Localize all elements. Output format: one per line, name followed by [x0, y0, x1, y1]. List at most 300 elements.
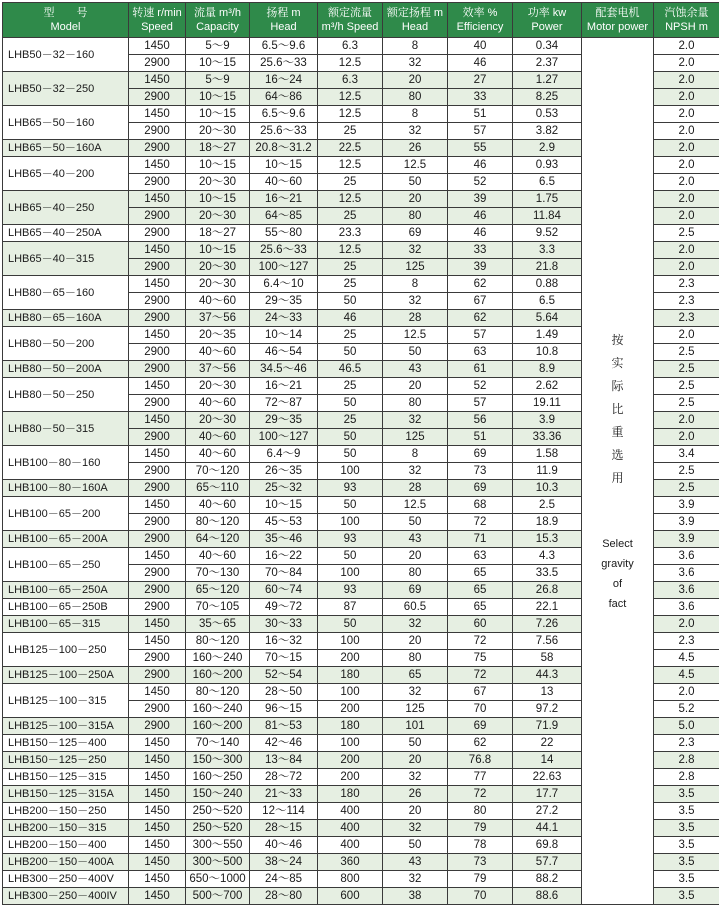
power-cell: 2.62 — [513, 378, 582, 395]
capacity-cell: 80～120 — [186, 514, 250, 531]
head-cell: 21～33 — [250, 786, 318, 803]
head-cell: 16～22 — [250, 548, 318, 565]
npsh-cell: 4.5 — [654, 667, 720, 684]
rated-head-cell: 28 — [383, 480, 448, 497]
column-header-cn: 效率 % — [462, 7, 498, 19]
head-cell: 26～35 — [250, 463, 318, 480]
power-cell: 44.1 — [513, 820, 582, 837]
head-cell: 29～35 — [250, 293, 318, 310]
rated-capacity-cell: 50 — [318, 446, 383, 463]
rated-head-cell: 65 — [383, 667, 448, 684]
column-header-en: NPSH m — [665, 21, 708, 33]
model-cell: LHB65－40－250A — [3, 225, 129, 242]
motor-note-char: 实 — [611, 355, 624, 370]
model-cell: LHB100－65－250 — [3, 548, 129, 582]
npsh-cell: 3.9 — [654, 497, 720, 514]
efficiency-cell: 79 — [448, 820, 513, 837]
power-cell: 7.56 — [513, 633, 582, 650]
capacity-cell: 20～30 — [186, 259, 250, 276]
power-cell: 2.37 — [513, 55, 582, 72]
npsh-cell: 2.8 — [654, 752, 720, 769]
capacity-cell: 150～240 — [186, 786, 250, 803]
efficiency-cell: 65 — [448, 582, 513, 599]
rated-capacity-cell: 50 — [318, 344, 383, 361]
speed-cell: 1450 — [129, 242, 186, 259]
npsh-cell: 3.6 — [654, 599, 720, 616]
motor-note-char: 际 — [611, 378, 624, 393]
column-header-cn: 型 号 — [43, 7, 88, 19]
power-cell: 1.75 — [513, 191, 582, 208]
rated-capacity-cell: 200 — [318, 769, 383, 786]
efficiency-cell: 70 — [448, 888, 513, 905]
npsh-cell: 2.8 — [654, 769, 720, 786]
model-cell: LHB150－125－315 — [3, 769, 129, 786]
column-header-en: Head — [401, 21, 429, 33]
speed-cell: 2900 — [129, 55, 186, 72]
rated-head-cell: 69 — [383, 225, 448, 242]
speed-cell: 2900 — [129, 293, 186, 310]
power-cell: 5.64 — [513, 310, 582, 327]
rated-head-cell: 80 — [383, 650, 448, 667]
head-cell: 16～24 — [250, 72, 318, 89]
efficiency-cell: 51 — [448, 429, 513, 446]
power-cell: 97.2 — [513, 701, 582, 718]
model-cell: LHB125－100－250A — [3, 667, 129, 684]
npsh-cell: 3.9 — [654, 531, 720, 548]
head-cell: 24～85 — [250, 871, 318, 888]
capacity-cell: 70～140 — [186, 735, 250, 752]
power-cell: 11.84 — [513, 208, 582, 225]
efficiency-cell: 69 — [448, 718, 513, 735]
speed-cell: 1450 — [129, 769, 186, 786]
model-cell: LHB300－250－400IV — [3, 888, 129, 905]
power-cell: 44.3 — [513, 667, 582, 684]
speed-cell: 1450 — [129, 854, 186, 871]
head-cell: 10～14 — [250, 327, 318, 344]
model-cell: LHB200－150－315 — [3, 820, 129, 837]
capacity-cell: 10～15 — [186, 242, 250, 259]
efficiency-cell: 72 — [448, 633, 513, 650]
rated-head-cell: 20 — [383, 378, 448, 395]
capacity-cell: 20～30 — [186, 276, 250, 293]
capacity-cell: 5～9 — [186, 72, 250, 89]
rated-capacity-cell: 200 — [318, 752, 383, 769]
rated-head-cell: 20 — [383, 803, 448, 820]
rated-head-cell: 125 — [383, 701, 448, 718]
power-cell: 21.8 — [513, 259, 582, 276]
efficiency-cell: 72 — [448, 786, 513, 803]
pump-spec-sheet — [2, 2, 719, 921]
npsh-cell: 3.5 — [654, 786, 720, 803]
head-cell: 70～84 — [250, 565, 318, 582]
speed-cell: 2900 — [129, 480, 186, 497]
column-header-en: Power — [531, 21, 563, 33]
power-cell: 3.9 — [513, 412, 582, 429]
head-cell: 28～15 — [250, 820, 318, 837]
head-cell: 45～53 — [250, 514, 318, 531]
rated-head-cell: 80 — [383, 208, 448, 225]
power-cell: 0.93 — [513, 157, 582, 174]
head-cell: 25.6～33 — [250, 242, 318, 259]
power-cell: 58 — [513, 650, 582, 667]
power-cell: 27.2 — [513, 803, 582, 820]
npsh-cell: 2.0 — [654, 616, 720, 633]
model-cell: LHB300－250－400V — [3, 871, 129, 888]
capacity-cell: 37～56 — [186, 361, 250, 378]
power-cell: 26.8 — [513, 582, 582, 599]
speed-cell: 2900 — [129, 344, 186, 361]
model-cell: LHB80－50－200 — [3, 327, 129, 361]
npsh-cell: 2.5 — [654, 395, 720, 412]
model-cell: LHB150－125－315A — [3, 786, 129, 803]
column-header — [186, 3, 250, 38]
rated-capacity-cell: 46 — [318, 310, 383, 327]
rated-capacity-cell: 93 — [318, 531, 383, 548]
head-cell: 60～74 — [250, 582, 318, 599]
speed-cell: 2900 — [129, 463, 186, 480]
rated-head-cell: 125 — [383, 259, 448, 276]
capacity-cell: 65～110 — [186, 480, 250, 497]
capacity-cell: 20～30 — [186, 174, 250, 191]
rated-capacity-cell: 50 — [318, 293, 383, 310]
capacity-cell: 70～130 — [186, 565, 250, 582]
speed-cell: 2900 — [129, 565, 186, 582]
model-cell: LHB100－65－315 — [3, 616, 129, 633]
rated-capacity-cell: 360 — [318, 854, 383, 871]
model-cell: LHB80－50－200A — [3, 361, 129, 378]
capacity-cell: 10～15 — [186, 106, 250, 123]
efficiency-cell: 61 — [448, 361, 513, 378]
efficiency-cell: 71 — [448, 531, 513, 548]
head-cell: 35～46 — [250, 531, 318, 548]
rated-capacity-cell: 100 — [318, 463, 383, 480]
table-header — [3, 3, 720, 38]
speed-cell: 1450 — [129, 548, 186, 565]
capacity-cell: 160～240 — [186, 650, 250, 667]
speed-cell: 2900 — [129, 429, 186, 446]
capacity-cell: 80～120 — [186, 633, 250, 650]
rated-head-cell: 28 — [383, 310, 448, 327]
speed-cell: 2900 — [129, 208, 186, 225]
speed-cell: 1450 — [129, 446, 186, 463]
npsh-cell: 2.5 — [654, 361, 720, 378]
capacity-cell: 5～9 — [186, 38, 250, 55]
column-header — [654, 3, 720, 38]
speed-cell: 1450 — [129, 888, 186, 905]
rated-capacity-cell: 22.5 — [318, 140, 383, 157]
efficiency-cell: 63 — [448, 344, 513, 361]
motor-note-char: 比 — [611, 401, 624, 416]
npsh-cell: 3.4 — [654, 446, 720, 463]
power-cell: 22 — [513, 735, 582, 752]
head-cell: 6.5～9.6 — [250, 106, 318, 123]
efficiency-cell: 56 — [448, 412, 513, 429]
head-cell: 12～114 — [250, 803, 318, 820]
column-header — [250, 3, 318, 38]
model-cell: LHB65－40－250 — [3, 191, 129, 225]
speed-cell: 1450 — [129, 157, 186, 174]
rated-head-cell: 20 — [383, 548, 448, 565]
capacity-cell: 250～520 — [186, 803, 250, 820]
npsh-cell: 3.5 — [654, 871, 720, 888]
efficiency-cell: 73 — [448, 854, 513, 871]
speed-cell: 1450 — [129, 803, 186, 820]
model-cell: LHB150－125－250 — [3, 752, 129, 769]
capacity-cell: 65～120 — [186, 582, 250, 599]
speed-cell: 1450 — [129, 820, 186, 837]
rated-head-cell: 32 — [383, 463, 448, 480]
npsh-cell: 3.9 — [654, 514, 720, 531]
power-cell: 0.88 — [513, 276, 582, 293]
speed-cell: 2900 — [129, 225, 186, 242]
column-header-cn: 额定扬程 m — [386, 7, 444, 19]
head-cell: 34.5～46 — [250, 361, 318, 378]
rated-capacity-cell: 400 — [318, 837, 383, 854]
power-cell: 3.3 — [513, 242, 582, 259]
rated-capacity-cell: 25 — [318, 259, 383, 276]
rated-head-cell: 12.5 — [383, 157, 448, 174]
table-body — [3, 38, 720, 905]
power-cell: 11.9 — [513, 463, 582, 480]
npsh-cell: 3.6 — [654, 565, 720, 582]
column-header — [513, 3, 582, 38]
model-cell: LHB80－50－315 — [3, 412, 129, 446]
capacity-cell: 150～300 — [186, 752, 250, 769]
efficiency-cell: 72 — [448, 667, 513, 684]
rated-head-cell: 32 — [383, 684, 448, 701]
capacity-cell: 10～15 — [186, 55, 250, 72]
column-header — [3, 3, 129, 38]
efficiency-cell: 72 — [448, 514, 513, 531]
rated-capacity-cell: 50 — [318, 497, 383, 514]
head-cell: 10～15 — [250, 497, 318, 514]
efficiency-cell: 46 — [448, 55, 513, 72]
speed-cell: 2900 — [129, 140, 186, 157]
npsh-cell: 2.0 — [654, 208, 720, 225]
rated-head-cell: 43 — [383, 361, 448, 378]
rated-capacity-cell: 93 — [318, 582, 383, 599]
motor-note-char: 按 — [611, 332, 624, 347]
speed-cell: 2900 — [129, 718, 186, 735]
power-cell: 7.26 — [513, 616, 582, 633]
efficiency-cell: 67 — [448, 684, 513, 701]
npsh-cell: 2.3 — [654, 276, 720, 293]
npsh-cell: 3.5 — [654, 820, 720, 837]
rated-capacity-cell: 100 — [318, 684, 383, 701]
capacity-cell: 40～60 — [186, 395, 250, 412]
model-cell: LHB100－80－160A — [3, 480, 129, 497]
head-cell: 29～35 — [250, 412, 318, 429]
rated-head-cell: 43 — [383, 531, 448, 548]
npsh-cell: 3.5 — [654, 803, 720, 820]
efficiency-cell: 27 — [448, 72, 513, 89]
efficiency-cell: 39 — [448, 191, 513, 208]
head-cell: 25～32 — [250, 480, 318, 497]
speed-cell: 2900 — [129, 599, 186, 616]
efficiency-cell: 57 — [448, 123, 513, 140]
head-cell: 16～21 — [250, 378, 318, 395]
power-cell: 10.8 — [513, 344, 582, 361]
rated-capacity-cell: 600 — [318, 888, 383, 905]
rated-capacity-cell: 12.5 — [318, 157, 383, 174]
model-cell: LHB65－50－160 — [3, 106, 129, 140]
rated-head-cell: 50 — [383, 837, 448, 854]
model-cell: LHB125－100－250 — [3, 633, 129, 667]
capacity-cell: 40～60 — [186, 429, 250, 446]
column-header — [383, 3, 448, 38]
column-header-cn: 汽蚀余量 — [664, 7, 709, 19]
rated-head-cell: 50 — [383, 514, 448, 531]
rated-head-cell: 32 — [383, 616, 448, 633]
rated-capacity-cell: 93 — [318, 480, 383, 497]
power-cell: 18.9 — [513, 514, 582, 531]
efficiency-cell: 67 — [448, 293, 513, 310]
model-cell: LHB125－100－315A — [3, 718, 129, 735]
rated-capacity-cell: 25 — [318, 378, 383, 395]
npsh-cell: 2.0 — [654, 106, 720, 123]
power-cell: 19.11 — [513, 395, 582, 412]
rated-head-cell: 80 — [383, 395, 448, 412]
power-cell: 6.5 — [513, 174, 582, 191]
efficiency-cell: 52 — [448, 174, 513, 191]
power-cell: 10.3 — [513, 480, 582, 497]
capacity-cell: 80～120 — [186, 684, 250, 701]
rated-capacity-cell: 25 — [318, 327, 383, 344]
npsh-cell: 2.5 — [654, 378, 720, 395]
rated-head-cell: 8 — [383, 106, 448, 123]
speed-cell: 2900 — [129, 395, 186, 412]
speed-cell: 1450 — [129, 786, 186, 803]
npsh-cell: 2.0 — [654, 72, 720, 89]
capacity-cell: 10～15 — [186, 191, 250, 208]
rated-head-cell: 80 — [383, 89, 448, 106]
head-cell: 24～33 — [250, 310, 318, 327]
npsh-cell: 2.0 — [654, 412, 720, 429]
rated-head-cell: 20 — [383, 191, 448, 208]
head-cell: 70～15 — [250, 650, 318, 667]
capacity-cell: 20～30 — [186, 412, 250, 429]
npsh-cell: 2.0 — [654, 191, 720, 208]
efficiency-cell: 69 — [448, 480, 513, 497]
power-cell: 57.7 — [513, 854, 582, 871]
power-cell: 33.5 — [513, 565, 582, 582]
capacity-cell: 70～105 — [186, 599, 250, 616]
power-cell: 0.34 — [513, 38, 582, 55]
efficiency-cell: 40 — [448, 38, 513, 55]
speed-cell: 1450 — [129, 837, 186, 854]
rated-head-cell: 38 — [383, 888, 448, 905]
pump-performance-table — [2, 2, 719, 905]
rated-capacity-cell: 50 — [318, 395, 383, 412]
capacity-cell: 20～30 — [186, 378, 250, 395]
power-cell: 3.82 — [513, 123, 582, 140]
head-cell: 81～53 — [250, 718, 318, 735]
rated-head-cell: 8 — [383, 276, 448, 293]
efficiency-cell: 63 — [448, 548, 513, 565]
npsh-cell: 2.0 — [654, 89, 720, 106]
npsh-cell: 2.0 — [654, 429, 720, 446]
rated-capacity-cell: 100 — [318, 514, 383, 531]
speed-cell: 1450 — [129, 72, 186, 89]
efficiency-cell: 62 — [448, 310, 513, 327]
rated-head-cell: 60.5 — [383, 599, 448, 616]
rated-capacity-cell: 6.3 — [318, 38, 383, 55]
efficiency-cell: 80 — [448, 803, 513, 820]
head-cell: 64～86 — [250, 89, 318, 106]
capacity-cell: 250～520 — [186, 820, 250, 837]
npsh-cell: 4.5 — [654, 650, 720, 667]
rated-head-cell: 32 — [383, 871, 448, 888]
capacity-cell: 35～65 — [186, 616, 250, 633]
efficiency-cell: 70 — [448, 701, 513, 718]
efficiency-cell: 57 — [448, 327, 513, 344]
rated-capacity-cell: 800 — [318, 871, 383, 888]
efficiency-cell: 73 — [448, 463, 513, 480]
power-cell: 1.27 — [513, 72, 582, 89]
motor-power-note — [582, 38, 654, 905]
speed-cell: 1450 — [129, 616, 186, 633]
rated-head-cell: 32 — [383, 820, 448, 837]
model-cell: LHB100－80－160 — [3, 446, 129, 480]
speed-cell: 1450 — [129, 106, 186, 123]
power-cell: 88.6 — [513, 888, 582, 905]
speed-cell: 1450 — [129, 327, 186, 344]
model-cell: LHB50－32－160 — [3, 38, 129, 72]
rated-head-cell: 20 — [383, 752, 448, 769]
rated-head-cell: 12.5 — [383, 497, 448, 514]
motor-note-cn — [582, 329, 653, 490]
column-header-cn: 转速 r/min — [132, 7, 182, 19]
speed-cell: 1450 — [129, 378, 186, 395]
power-cell: 6.5 — [513, 293, 582, 310]
efficiency-cell: 46 — [448, 157, 513, 174]
rated-capacity-cell: 400 — [318, 803, 383, 820]
capacity-cell: 40～60 — [186, 446, 250, 463]
model-cell: LHB80－65－160A — [3, 310, 129, 327]
rated-head-cell: 32 — [383, 412, 448, 429]
npsh-cell: 2.0 — [654, 157, 720, 174]
npsh-cell: 5.2 — [654, 701, 720, 718]
column-header-en: Speed — [141, 21, 173, 33]
head-cell: 55～80 — [250, 225, 318, 242]
rated-head-cell: 20 — [383, 72, 448, 89]
efficiency-cell: 46 — [448, 208, 513, 225]
head-cell: 28～80 — [250, 888, 318, 905]
power-cell: 88.2 — [513, 871, 582, 888]
column-header-en: Model — [50, 21, 81, 33]
capacity-cell: 300～500 — [186, 854, 250, 871]
head-cell: 100～127 — [250, 429, 318, 446]
capacity-cell: 160～200 — [186, 718, 250, 735]
table-row — [3, 38, 720, 55]
npsh-cell: 2.5 — [654, 463, 720, 480]
motor-note-char: 重 — [611, 424, 624, 439]
power-cell: 2.5 — [513, 497, 582, 514]
efficiency-cell: 65 — [448, 599, 513, 616]
efficiency-cell: 76.8 — [448, 752, 513, 769]
efficiency-cell: 78 — [448, 837, 513, 854]
rated-head-cell: 125 — [383, 429, 448, 446]
rated-capacity-cell: 180 — [318, 718, 383, 735]
power-cell: 15.3 — [513, 531, 582, 548]
head-cell: 6.4～10 — [250, 276, 318, 293]
capacity-cell: 20～35 — [186, 327, 250, 344]
rated-capacity-cell: 87 — [318, 599, 383, 616]
motor-note-word: fact — [608, 597, 627, 610]
rated-capacity-cell: 25 — [318, 174, 383, 191]
rated-capacity-cell: 25 — [318, 412, 383, 429]
capacity-cell: 500～700 — [186, 888, 250, 905]
